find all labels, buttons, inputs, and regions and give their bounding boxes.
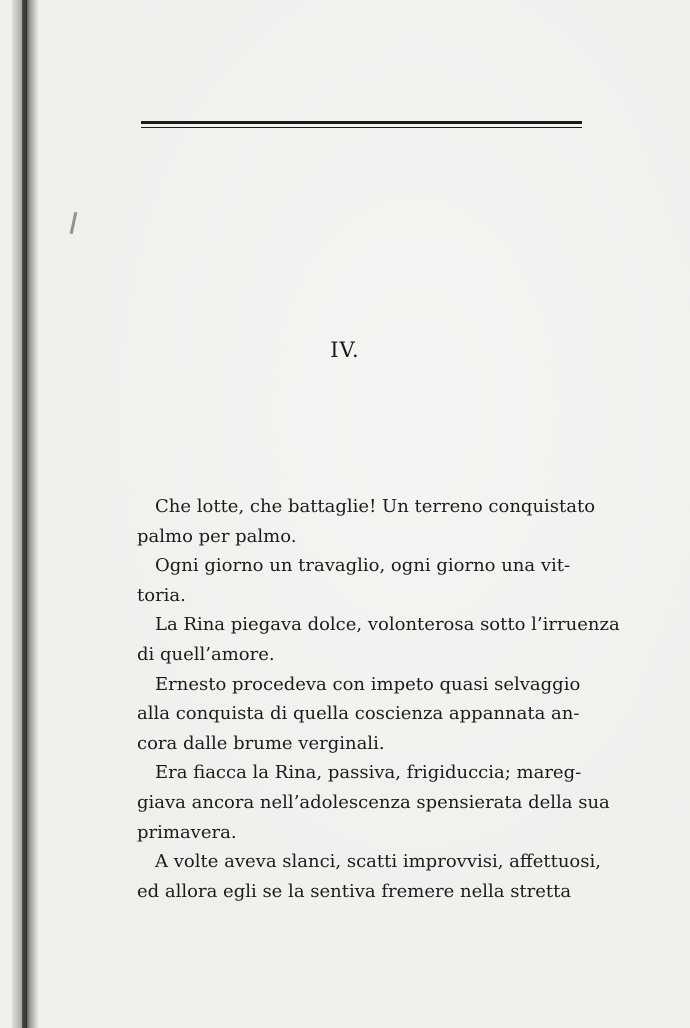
- chapter-number: IV.: [330, 338, 360, 362]
- text-line: ed allora egli se la sentiva fremere nella stretta: [137, 880, 572, 902]
- text-line: A volte aveva slanci, scatti improvvisi, affettuosi,: [155, 851, 601, 873]
- text-line: La Rina piegava dolce, volonterosa sotto l’irruenza: [155, 614, 620, 636]
- text-line: Ernesto procedeva con impeto quasi selvaggio: [155, 673, 581, 695]
- text-line: palmo per palmo.: [137, 525, 297, 547]
- text-line: alla conquista di quella coscienza appannata an-: [137, 703, 580, 725]
- header-rule-thick: [141, 121, 582, 124]
- binding-shadow: [22, 0, 27, 1028]
- text-line: di quell’amore.: [137, 643, 275, 665]
- text-line: Che lotte, che battaglie! Un terreno conquistato: [155, 496, 596, 517]
- text-line: giava ancora nell’adolescenza spensierata della sua: [137, 791, 610, 813]
- text-line: primavera.: [137, 821, 237, 843]
- margin-mark: [70, 212, 78, 234]
- text-line: toria.: [137, 584, 186, 606]
- text-line: Era fiacca la Rina, passiva, frigiduccia; mareg-: [155, 762, 582, 784]
- text-line: cora dalle brume verginali.: [137, 732, 385, 754]
- text-line: Ogni giorno un travaglio, ogni giorno una vit-: [155, 555, 571, 577]
- header-rule-thin: [141, 127, 582, 128]
- body-text: [137, 492, 620, 906]
